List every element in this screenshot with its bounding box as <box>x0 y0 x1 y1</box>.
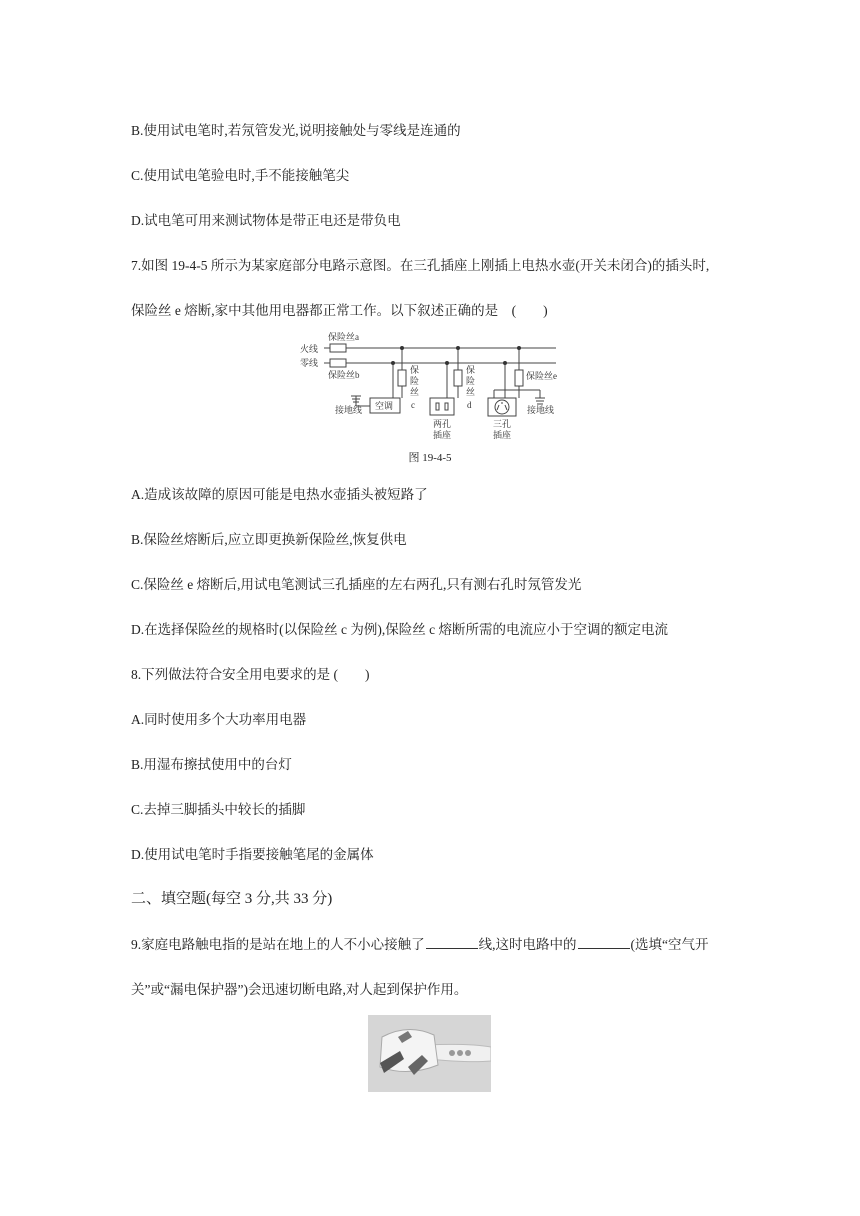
question-8-stem: 8.下列做法符合安全用电要求的是 ( ) <box>131 667 370 682</box>
option-7c: C.保险丝 e 熔断后,用试电笔测试三孔插座的左右两孔,只有测右孔时氖管发光 <box>131 577 582 592</box>
live-wire-label: 火线 <box>300 344 319 354</box>
circuit-diagram <box>0 328 860 448</box>
question-9-line2: 关”或“漏电保护器”)会迅速切断电路,对人起到保护作用。 <box>131 982 468 997</box>
option-6d: D.试电笔可用来测试物体是带正电还是带负电 <box>131 213 401 228</box>
figure-caption: 图 19-4-5 <box>408 452 452 464</box>
section-title: 二、填空题(每空 3 分,共 33 分) <box>131 891 333 907</box>
fuse-d-label-3: 丝 <box>466 387 476 397</box>
answer-blank-1[interactable] <box>426 936 478 949</box>
question-9-part2: 线,这时电路中的 <box>478 937 577 952</box>
option-8d: D.使用试电笔时手指要接触笔尾的金属体 <box>131 847 374 862</box>
two-hole-label-2: 插座 <box>433 430 452 440</box>
option-7a: A.造成该故障的原因可能是电热水壶插头被短路了 <box>131 487 428 502</box>
neutral-wire-label: 零线 <box>300 358 319 368</box>
option-6c: C.使用试电笔验电时,手不能接触笔尖 <box>131 168 350 183</box>
question-7-stem-line2: 保险丝 e 熔断,家中其他用电器都正常工作。以下叙述正确的是 ( ) <box>131 303 548 318</box>
three-hole-label-2: 插座 <box>493 430 512 440</box>
answer-blank-2[interactable] <box>578 936 630 949</box>
fuse-c-label-3: 丝 <box>410 387 420 397</box>
ac-label: 空调 <box>375 401 394 411</box>
fuse-e-label: 保险丝e <box>526 371 557 381</box>
ground-right-label: 接地线 <box>527 405 555 415</box>
option-8c: C.去掉三脚插头中较长的插脚 <box>131 802 306 817</box>
question-9-part3: (选填“空气开 <box>630 937 709 952</box>
fuse-d-label-2: 险 <box>466 376 476 386</box>
question-9-line1 <box>131 933 709 953</box>
option-7d: D.在选择保险丝的规格时(以保险丝 c 为例),保险丝 c 熔断所需的电流应小于空调的额定电流 <box>131 622 668 637</box>
option-8a: A.同时使用多个大功率用电器 <box>131 712 307 727</box>
fuse-d-label-4: d <box>467 400 472 410</box>
fuse-c-label-4: c <box>411 400 415 410</box>
three-hole-label-1: 三孔 <box>493 419 512 429</box>
question-7-stem-line1: 7.如图 19-4-5 所示为某家庭部分电路示意图。在三孔插座上刚插上电热水壶(开关未闭合)的插头时, <box>131 258 710 273</box>
plug-photo <box>368 1015 491 1092</box>
fuse-c-label-2: 险 <box>410 376 420 386</box>
option-6b: B.使用试电笔时,若氖管发光,说明接触处与零线是连通的 <box>131 123 461 138</box>
fuse-c-label-1: 保 <box>410 365 420 375</box>
question-9-part1: 9.家庭电路触电指的是站在地上的人不小心接触了 <box>131 937 425 952</box>
ground-left-label: 接地线 <box>335 405 363 415</box>
option-8b: B.用湿布擦拭使用中的台灯 <box>131 757 292 772</box>
fuse-a-label: 保险丝a <box>328 332 359 342</box>
option-7b: B.保险丝熔断后,应立即更换新保险丝,恢复供电 <box>131 532 407 547</box>
two-hole-label-1: 两孔 <box>433 419 452 429</box>
fuse-d-label-1: 保 <box>466 365 476 375</box>
fuse-b-label: 保险丝b <box>328 370 360 380</box>
